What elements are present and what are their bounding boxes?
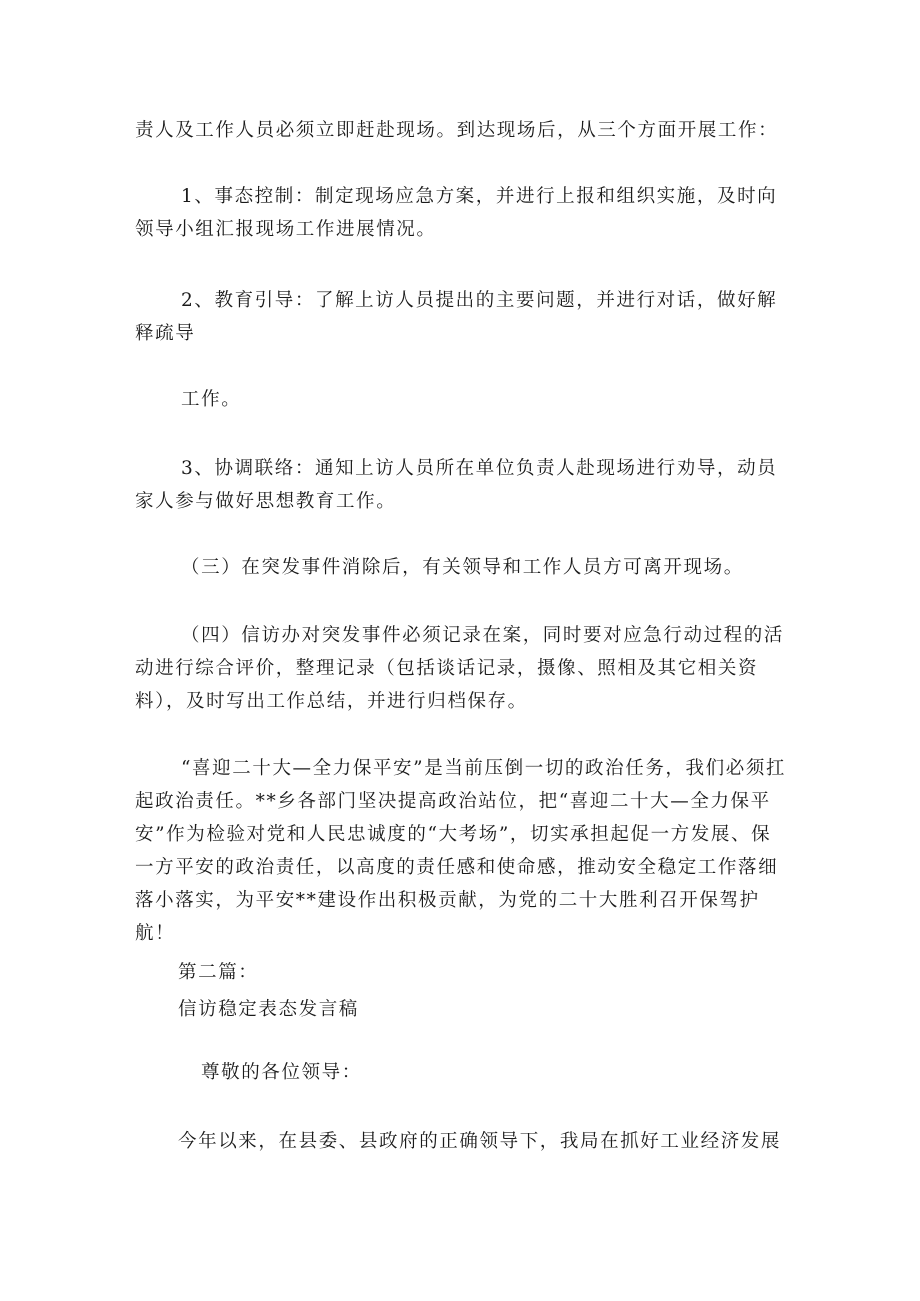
paragraph-2: 1、事态控制：制定现场应急方案，并进行上报和组织实施，及时向领导小组汇报现场工作进展情况。	[135, 186, 778, 240]
paragraph-3: 2、教育引导：了解上访人员提出的主要问题，并进行对话，做好解释疏导	[135, 290, 778, 344]
paragraph-5: 3、协调联络：通知上访人员所在单位负责人赴现场进行劝导，动员家人参与做好思想教育工作。	[135, 458, 778, 512]
paragraph-7: （四）信访办对突发事件必须记录在案，同时要对应急行动过程的活动进行综合评价，整理记录（包括谈话记录，摄像、照相及其它相关资料），及时写出工作总结，并进行归档保存。	[135, 625, 785, 712]
paragraph-4: 工作。	[181, 389, 242, 410]
salutation: 尊敬的各位领导：	[201, 1062, 362, 1083]
section-heading-label: 第二篇：	[178, 962, 259, 983]
paragraph-1: 责人及工作人员必须立即赶赴现场。到达现场后，从三个方面开展工作：	[135, 120, 779, 141]
section-title: 信访稳定表态发言稿	[178, 999, 359, 1020]
paragraph-8: “喜迎二十大—全力保平安”是当前压倒一切的政治任务，我们必须扛起政治责任。**乡各部门坚决提高政治站位，把“喜迎二十大—全力保平安”作为检验对党和人民忠诚度的“大考场”，切实承担起促一方发展、保一方平安的政治责任，以高度的责任感和使命感，推动安全稳定工作落细落小落实，为平安**建设作出积极贡献，为党的二十大胜利召开保驾护航！	[135, 758, 787, 944]
paragraph-6: （三）在突发事件消除后，有关领导和工作人员方可离开现场。	[181, 557, 744, 578]
paragraph-12: 今年以来，在县委、县政府的正确领导下，我局在抓好工业经济发展	[178, 1131, 782, 1152]
